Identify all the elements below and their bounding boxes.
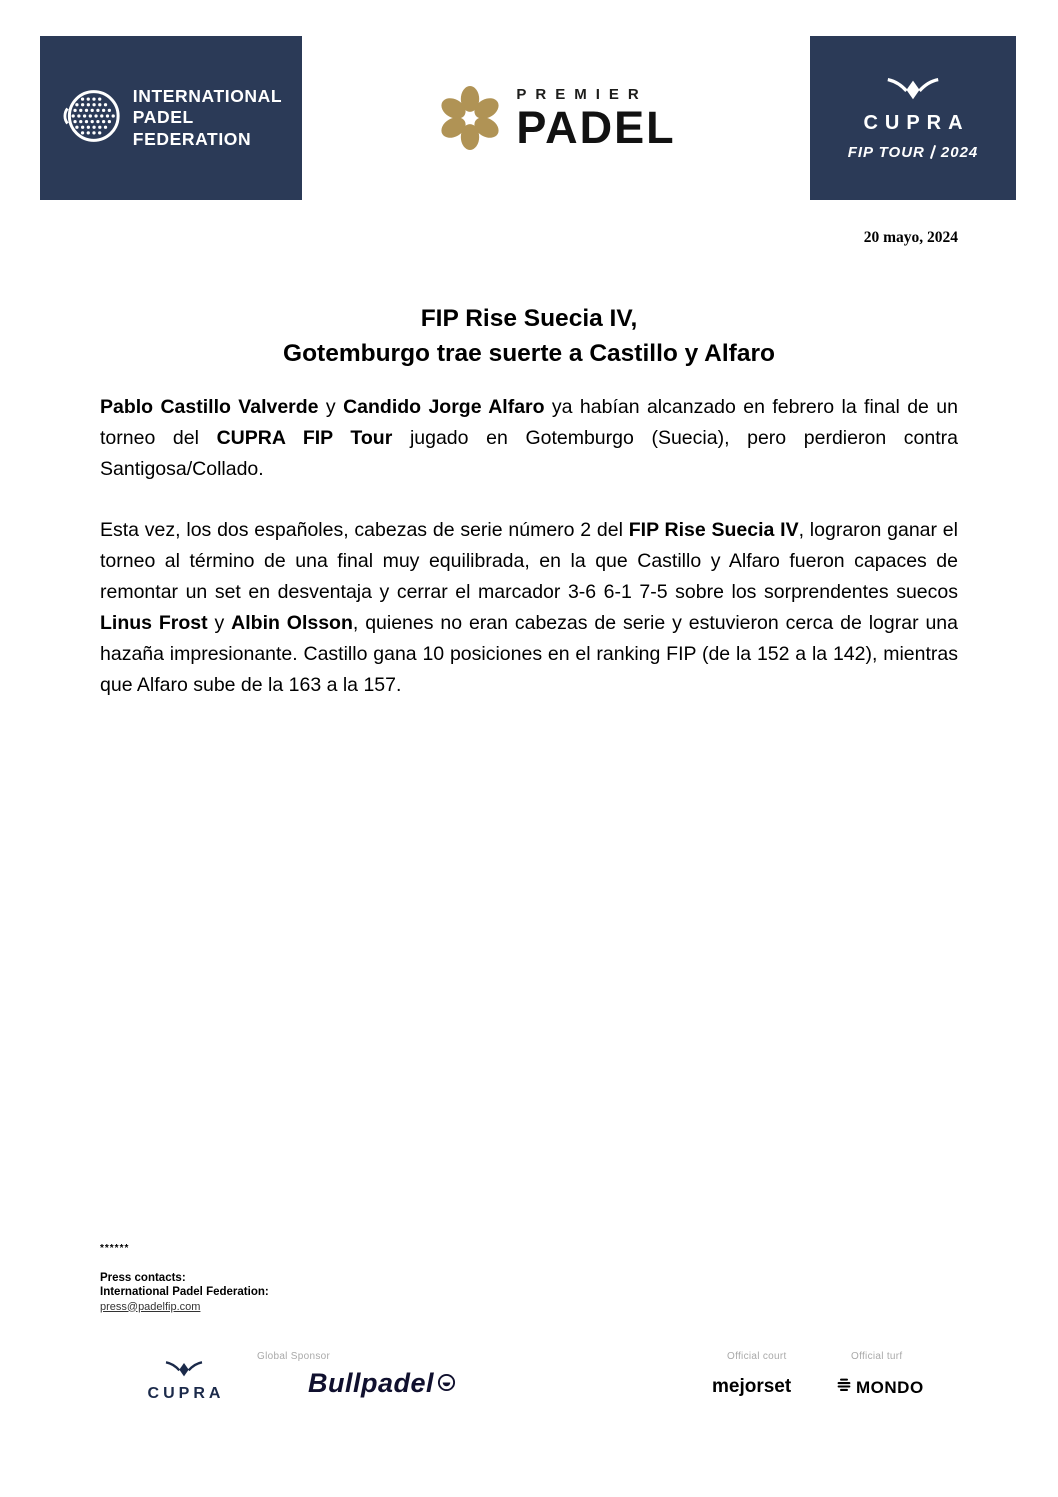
press-org-label: International Padel Federation: (100, 1286, 269, 1298)
padel-wordmark: PADEL (516, 102, 676, 153)
date: 20 mayo, 2024 (863, 229, 958, 246)
official-court-label: Official court (727, 1351, 787, 1362)
sponsor-mejorset-logo: mejorset (712, 1376, 792, 1397)
cupra-footer-emblem-icon (164, 1365, 204, 1382)
ipf-logo-text (133, 86, 282, 151)
official-turf-label: Official turf (851, 1351, 903, 1362)
press-contacts-label: Press contacts: (100, 1271, 186, 1284)
ipf-line-2: PADEL (132, 107, 194, 128)
ipf-line-3: FEDERATION (132, 128, 252, 149)
title-line-1: FIP Rise Suecia IV, (420, 305, 638, 332)
cupra-emblem-icon (885, 76, 941, 107)
press-contacts-block (100, 1242, 269, 1314)
press-email-link[interactable]: press@padelfip.com (100, 1300, 201, 1313)
sponsor-bullpadel-logo (308, 1368, 456, 1399)
sponsor-cupra-logo (136, 1360, 232, 1403)
global-sponsor-label: Global Sponsor (257, 1351, 331, 1362)
tour-year: 2024 (940, 143, 979, 161)
premier-padel-flower-icon (436, 84, 504, 152)
premier-wordmark: PREMIER (516, 86, 648, 103)
sponsor-mondo-logo (836, 1377, 924, 1398)
premier-padel-logo (302, 36, 810, 200)
separator-asterisks: ****** (100, 1243, 130, 1254)
ipf-logo (40, 36, 302, 200)
paragraph-1: Pablo Castillo Valverde y Candido Jorge Alfaro ya habían alcanzado en febrero la final de un torneo del CUPRA FIP Tour jugado en Gotemburgo (Suecia), pero perdieron contra Santigosa/Collado. (100, 396, 958, 480)
slash-divider (930, 145, 936, 159)
ipf-line-1: INTERNATIONAL (132, 85, 283, 106)
mondo-globe-icon (836, 1377, 852, 1398)
bullpadel-ball-icon (437, 1368, 456, 1399)
ipf-racket-icon (60, 86, 120, 151)
article-title (100, 301, 958, 371)
article-body (100, 392, 958, 701)
mondo-wordmark: MONDO (856, 1377, 924, 1397)
cupra-wordmark: CUPRA (863, 111, 970, 134)
bullpadel-wordmark: Bullpadel (308, 1368, 435, 1398)
title-line-2: Gotemburgo trae suerte a Castillo y Alfaro (283, 340, 775, 367)
cupra-fip-tour-logo (810, 36, 1016, 200)
sponsor-cupra-wordmark: CUPRA (147, 1385, 225, 1402)
paragraph-2: Esta vez, los dos españoles, cabezas de serie número 2 del FIP Rise Suecia IV, lograron ganar el torneo al término de una final muy equilibrada, en la que Castillo y Alfaro fueron capaces de remontar un set en desventaja y cerrar el marcador 3-6 6-1 7-5 sobre los sorprendentes suecos Linus Frost y Albin Olsson, quienes no eran cabezas de serie y estuvieron cerca de lograr una hazaña impresionante. Castillo gana 10 posiciones en el ranking FIP (de la 152 a la 142), mientras que Alfaro sube de la 163 a la 157. (100, 519, 958, 696)
header-banner (40, 36, 1016, 200)
fip-tour-label: FIP TOUR (847, 143, 925, 161)
